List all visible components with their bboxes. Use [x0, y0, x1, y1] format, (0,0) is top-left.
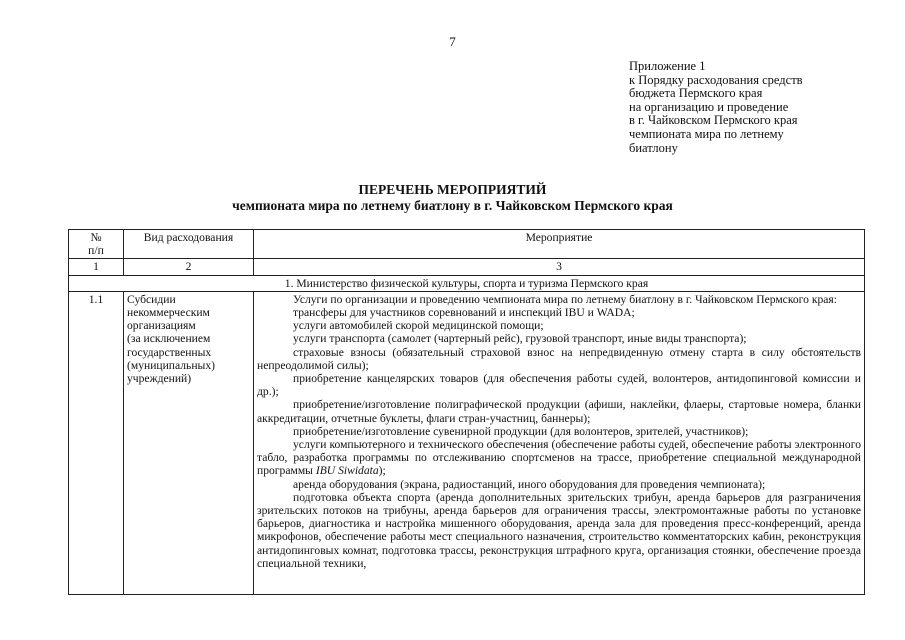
appendix-line: на организацию и проведение — [629, 99, 789, 114]
row-number: 1.1 — [69, 291, 124, 594]
header-activity: Мероприятие — [254, 230, 865, 259]
activities-table — [68, 229, 865, 595]
header-number: № п/п — [69, 230, 124, 259]
appendix-note — [629, 60, 803, 155]
activity-intro: Услуги по организации и проведению чемпионата мира по летнему биатлону в г. Чайковском Пермского края: — [293, 292, 837, 306]
it-item-text: услуги компьютерного и технического обеспечения (обеспечение работы судей, обеспечение работы электронного табло, разработка программы по отслеживанию спортсменов на трассе, приобретение специальной международной программы — [257, 438, 861, 478]
activity-item: услуги автомобилей скорой медицинской помощи; — [293, 319, 544, 333]
expense-type-cell — [124, 291, 254, 594]
activity-item: приобретение/изготовление полиграфической продукции (афиши, наклейки, флаеры, стартовые номера, бланки аккредитации, отчетные буклеты, флаги стран-участниц, баннеры); — [257, 398, 861, 425]
header-expense-type: Вид расходования — [124, 230, 254, 259]
table-row — [69, 291, 865, 594]
table-header-row — [69, 230, 865, 259]
activity-item: трансферы для участников соревнований и инспекций IBU и WADA; — [293, 306, 635, 320]
document-subtitle: чемпионата мира по летнему биатлону в г. Чайковском Пермского края — [232, 198, 673, 213]
column-number: 2 — [124, 259, 254, 275]
appendix-line: биатлону — [629, 140, 678, 155]
expense-type-text: Субсидии некоммерческим организациям (за исключением государственных (муниципальных) учреждений) — [127, 292, 215, 386]
activity-item: аренда оборудования (экрана, радиостанций, иного оборудования для проведения чемпионата); — [293, 477, 766, 491]
activity-item-it — [257, 438, 861, 478]
activity-item: подготовка объекта спорта (аренда дополнительных зрительских трибун, аренда барьеров для разграничения зрительских потоков на трибуны, аренда барьеров для ограничения трассы, электромонтажные работы по установке барьеров, диагностика и настройка мишенного оборудования, аренда зала для проведения пресс-конференций, аренда микрофонов, обеспечение работы мест специального назначения, строительство комментаторских кабин, реконструкция антидопинговых комнат, подготовка трассы, реконструкция штрафного круга, организация стоянки, обеспечение проезда специальной техники, — [257, 490, 861, 570]
it-item-end: ); — [378, 464, 386, 478]
activity-item: страховые взносы (обязательный страховой взнос на непредвиденную отмену старта в силу обстоятельств непреодолимой силы); — [257, 345, 861, 372]
activity-item: приобретение канцелярских товаров (для обеспечения работы судей, волонтеров, антидопинговой комиссии и др.); — [257, 372, 861, 399]
section-row — [69, 275, 865, 291]
appendix-line: чемпионата мира по летнему — [629, 126, 784, 141]
appendix-line: Приложение 1 — [629, 59, 706, 73]
activity-item: приобретение/изготовление сувенирной продукции (для волонтеров, зрителей, участников); — [293, 424, 749, 438]
program-name: IBU Siwidata — [315, 464, 379, 478]
column-number: 1 — [69, 259, 124, 275]
activity-description — [254, 291, 865, 594]
column-numbers-row — [69, 259, 865, 275]
appendix-line: к Порядку расходования средств — [629, 72, 803, 87]
appendix-line: в г. Чайковском Пермского края — [629, 113, 798, 128]
document-title: ПЕРЕЧЕНЬ МЕРОПРИЯТИЙ — [358, 182, 547, 197]
section-title: 1. Министерство физической культуры, спорта и туризма Пермского края — [69, 275, 865, 291]
appendix-line: бюджета Пермского края — [629, 86, 763, 101]
page-number: 7 — [449, 34, 456, 49]
column-number: 3 — [254, 259, 865, 275]
activity-item: услуги транспорта (самолет (чартерный рейс), грузовой транспорт, иные виды транспорта); — [293, 332, 747, 346]
